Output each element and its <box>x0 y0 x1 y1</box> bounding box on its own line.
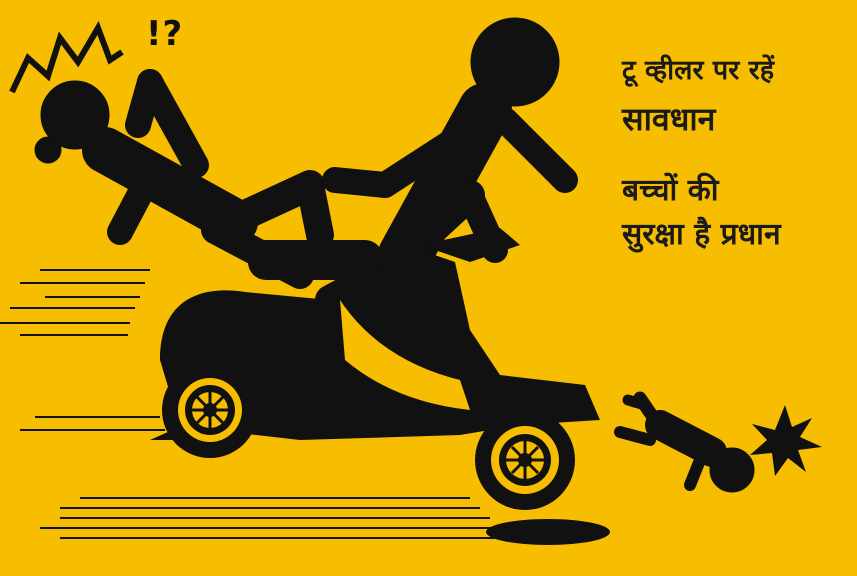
message-line-2: सावधान <box>622 100 716 138</box>
exclamation-text: !? <box>146 14 184 54</box>
message-line-4: सुरक्षा है प्रधान <box>622 217 781 252</box>
falling-child-figure <box>620 398 754 492</box>
pothole <box>486 519 610 545</box>
child-impact-star-icon <box>750 405 822 476</box>
front-wheel-icon <box>475 410 575 510</box>
message-line-3: बच्चों की <box>622 173 719 208</box>
rear-wheel-icon <box>162 362 258 458</box>
message-line-1: टू व्हीलर पर रहें <box>622 55 775 86</box>
